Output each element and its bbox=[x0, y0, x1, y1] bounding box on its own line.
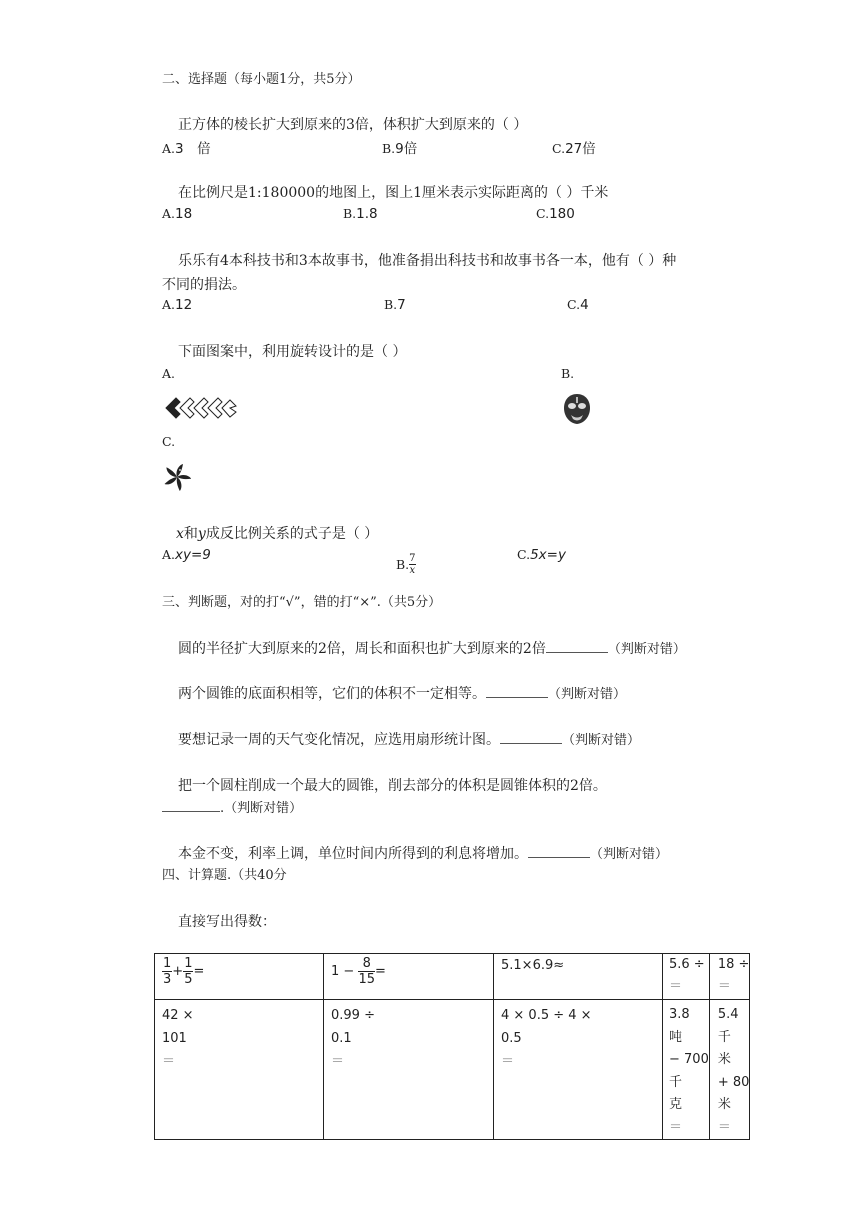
judge-suffix: （判断对错） bbox=[590, 847, 669, 862]
expression-line: 0.5 bbox=[501, 1031, 522, 1046]
pattern-a-image bbox=[164, 396, 238, 420]
question-3-line2: 不同的捐法。 bbox=[162, 277, 246, 293]
table-row bbox=[155, 1000, 750, 1140]
judge-text: 两个圆锥的底面积相等，它们的体积不一定相等。 bbox=[178, 686, 486, 702]
expression-line: ＝ bbox=[501, 1054, 515, 1069]
expression-line: 米 bbox=[717, 1097, 731, 1112]
option-label: B. bbox=[396, 557, 410, 572]
judge-text: 圆的半径扩大到原来的2倍，周长和面积也扩大到原来的2倍 bbox=[178, 641, 546, 657]
calc-cell[interactable] bbox=[155, 954, 324, 1000]
expression-line: + 80 bbox=[717, 1074, 750, 1090]
option-value: 12 bbox=[175, 297, 193, 313]
expression-line: ＝ bbox=[717, 1119, 731, 1135]
option-value: 180 bbox=[549, 206, 575, 222]
operator: + bbox=[172, 964, 184, 979]
expression: 5.1×6.9≈ bbox=[501, 958, 565, 973]
expression-line: ＝ bbox=[162, 1054, 176, 1069]
answer-blank[interactable] bbox=[486, 685, 548, 698]
fraction-numerator: 8 bbox=[358, 956, 375, 972]
q3-option-c[interactable] bbox=[567, 297, 589, 313]
q5-and: 和 bbox=[183, 526, 198, 542]
fraction bbox=[183, 956, 193, 987]
answer-blank[interactable] bbox=[162, 799, 220, 812]
var-x: x bbox=[176, 526, 184, 542]
expression-line: 42 × bbox=[162, 1008, 194, 1023]
option-label: C. bbox=[552, 141, 566, 156]
section3-heading: 三、判断题，对的打“√”，错的打“×”.（共5分） bbox=[162, 595, 442, 610]
option-value: 1.8 bbox=[356, 206, 378, 222]
pattern-c-image bbox=[163, 462, 191, 492]
option-label: A. bbox=[162, 297, 176, 312]
judge-suffix: .（判断对错） bbox=[220, 801, 303, 816]
judge-item-4-text: 把一个圆柱削成一个最大的圆锥，削去部分的体积是圆锥体积的2倍。 bbox=[178, 778, 607, 794]
judge-item-3 bbox=[178, 729, 640, 749]
question-3-line1: 乐乐有4本科技书和3本故事书，他准备捐出科技书和故事书各一本，他有（ ）种 bbox=[178, 253, 677, 269]
calc-cell[interactable] bbox=[324, 954, 494, 1000]
answer-blank[interactable] bbox=[500, 731, 562, 744]
option-value: 3 倍 bbox=[175, 141, 211, 157]
calculation-table bbox=[154, 953, 750, 1140]
judge-text: 本金不变，利率上调，单位时间内所得到的利息将增加。 bbox=[178, 846, 528, 862]
option-label: A. bbox=[162, 547, 176, 562]
option-fraction bbox=[409, 553, 415, 576]
judge-item-5 bbox=[178, 843, 668, 863]
option-label: A. bbox=[162, 206, 176, 221]
q3-option-b[interactable] bbox=[384, 297, 406, 313]
expression-line: 5.6 ÷ bbox=[669, 957, 705, 972]
expression-line: ＝ bbox=[717, 979, 731, 994]
fraction bbox=[358, 956, 375, 987]
expression-line: 5.4 bbox=[717, 1007, 739, 1022]
expression-line: ＝ bbox=[669, 979, 683, 994]
calc-cell[interactable] bbox=[663, 954, 710, 1000]
q2-option-a[interactable] bbox=[162, 206, 192, 222]
answer-blank[interactable] bbox=[528, 845, 590, 858]
expression-line: 4 × 0.5 ÷ 4 × bbox=[501, 1008, 592, 1023]
calc-cell[interactable] bbox=[709, 954, 750, 1000]
expression-line: ＝ bbox=[331, 1054, 345, 1069]
question-1-text: 正方体的棱长扩大到原来的3倍，体积扩大到原来的（ ） bbox=[178, 117, 528, 133]
q3-option-a[interactable] bbox=[162, 297, 192, 313]
section4-instruction: 直接写出得数： bbox=[178, 914, 276, 930]
fraction-denominator: x bbox=[409, 565, 416, 576]
calc-cell[interactable] bbox=[709, 1000, 750, 1140]
option-value: 27倍 bbox=[565, 141, 596, 157]
table-row bbox=[155, 954, 750, 1000]
judge-item-1 bbox=[178, 638, 686, 658]
q4-option-a-label[interactable]: A. bbox=[162, 366, 176, 381]
q2-option-c[interactable] bbox=[536, 206, 575, 222]
equals: = bbox=[193, 964, 205, 979]
fraction-numerator: 1 bbox=[184, 956, 193, 971]
expression-prefix: 1 − bbox=[331, 964, 355, 979]
judge-text: 要想记录一周的天气变化情况，应选用扇形统计图。 bbox=[178, 732, 500, 748]
option-label: B. bbox=[382, 141, 396, 156]
q5-tail: 成反比例关系的式子是（ ） bbox=[205, 526, 379, 542]
q5-option-b[interactable] bbox=[396, 553, 416, 576]
pattern-b-image bbox=[563, 393, 591, 425]
judge-item-4-answer bbox=[162, 797, 302, 816]
calc-cell[interactable] bbox=[663, 1000, 710, 1140]
option-value: 5x=y bbox=[530, 547, 566, 563]
option-label: B. bbox=[343, 206, 357, 221]
q1-option-c[interactable] bbox=[552, 137, 596, 157]
expression-line: 米 bbox=[717, 1052, 731, 1067]
option-value: 9倍 bbox=[395, 141, 418, 157]
q4-option-c-label[interactable]: C. bbox=[162, 434, 176, 449]
judge-suffix: （判断对错） bbox=[607, 642, 686, 657]
fraction bbox=[162, 956, 172, 987]
section4-heading: 四、计算题.（共40分 bbox=[162, 868, 287, 883]
option-value: 7 bbox=[397, 297, 406, 313]
fraction-numerator: 7 bbox=[409, 553, 416, 564]
judge-suffix: （判断对错） bbox=[548, 687, 627, 702]
q1-option-b[interactable] bbox=[382, 137, 417, 157]
expression-line: 千 bbox=[717, 1029, 731, 1045]
expression-line: 克 bbox=[669, 1097, 683, 1112]
option-label: C. bbox=[567, 297, 581, 312]
var-y: y bbox=[197, 526, 206, 542]
equals: = bbox=[374, 964, 386, 979]
calc-cell[interactable] bbox=[155, 1000, 324, 1140]
q5-option-a[interactable] bbox=[162, 547, 211, 563]
fraction-denominator: 3 bbox=[163, 972, 172, 987]
option-label: C. bbox=[536, 206, 550, 221]
fraction-numerator: 1 bbox=[163, 956, 172, 971]
question-2-text: 在比例尺是1:180000的地图上，图上1厘米表示实际距离的（ ）千米 bbox=[178, 185, 609, 201]
expression-line: 吨 bbox=[669, 1029, 683, 1045]
calc-cell[interactable] bbox=[494, 1000, 663, 1140]
judge-suffix: （判断对错） bbox=[562, 733, 641, 748]
judge-item-2 bbox=[178, 683, 626, 703]
expression-line: 千 bbox=[669, 1074, 683, 1090]
expression-line: 3.8 bbox=[669, 1007, 690, 1022]
expression-line: 101 bbox=[162, 1031, 187, 1046]
fraction-denominator: 5 bbox=[184, 972, 193, 987]
expression-line: 0.99 ÷ bbox=[331, 1008, 375, 1023]
expression-line: ＝ bbox=[669, 1119, 683, 1135]
option-label: B. bbox=[384, 297, 398, 312]
calc-cell[interactable] bbox=[494, 954, 663, 1000]
answer-blank[interactable] bbox=[546, 640, 608, 653]
expression-line: − 700 bbox=[669, 1052, 709, 1067]
q4-option-b-label[interactable]: B. bbox=[561, 366, 575, 381]
q1-option-a[interactable] bbox=[162, 137, 211, 157]
question-5-text bbox=[176, 523, 378, 543]
fraction-denominator: 15 bbox=[358, 972, 375, 987]
option-value: 4 bbox=[580, 297, 589, 313]
question-4-text: 下面图案中，利用旋转设计的是（ ） bbox=[178, 344, 407, 360]
option-value: xy=9 bbox=[175, 547, 211, 563]
option-label: A. bbox=[162, 141, 176, 156]
q5-option-c[interactable] bbox=[517, 547, 566, 563]
option-value: 18 bbox=[175, 206, 193, 222]
option-label: C. bbox=[517, 547, 531, 562]
expression-line: 0.1 bbox=[331, 1031, 352, 1046]
calc-cell[interactable] bbox=[324, 1000, 494, 1140]
q2-option-b[interactable] bbox=[343, 206, 378, 222]
section2-heading: 二、选择题（每小题1分，共5分） bbox=[162, 72, 361, 87]
expression-line: 18 ÷ bbox=[717, 957, 750, 972]
